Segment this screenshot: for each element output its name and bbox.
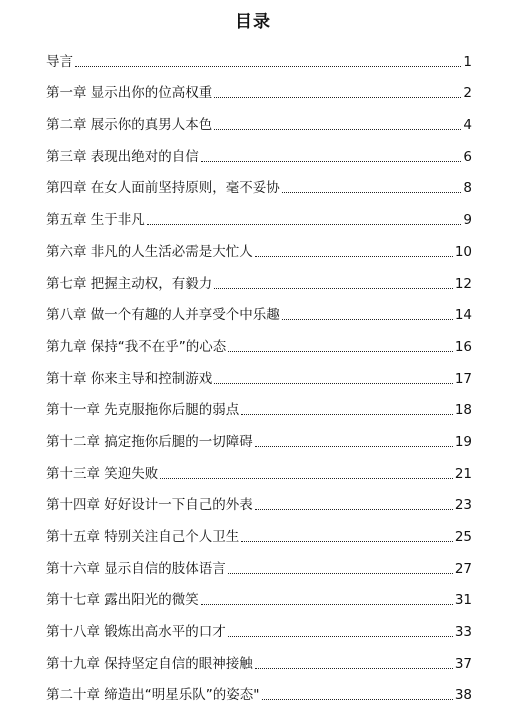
toc-leader <box>255 256 453 257</box>
toc-entry-page: 4 <box>463 117 472 134</box>
toc-entry-title: 第五章 生于非凡 <box>46 212 145 229</box>
toc-entry-page: 6 <box>463 148 472 165</box>
toc-entry-title: 第四章 在女人面前坚持原则，毫不妥协 <box>46 180 280 197</box>
toc-entry-title: 第十二章 搞定拖你后腿的一切障碍 <box>46 433 253 450</box>
toc-leader <box>228 573 453 574</box>
toc-leader <box>214 129 461 130</box>
toc-entry-title: 第八章 做一个有趣的人并享受个中乐趣 <box>46 307 280 324</box>
toc-entry-title: 第十七章 露出阳光的微笑 <box>46 592 199 609</box>
toc-entry-title: 第十四章 好好设计一下自己的外表 <box>46 497 253 514</box>
toc-leader <box>160 478 453 479</box>
toc-entry-title: 第十六章 显示自信的肢体语言 <box>46 560 226 577</box>
toc-entry-page: 16 <box>454 338 472 355</box>
toc-leader <box>228 636 453 637</box>
toc-entry[interactable] <box>46 389 472 421</box>
toc-entry[interactable] <box>46 40 472 72</box>
toc-entry-title: 第十章 你来主导和控制游戏 <box>46 370 213 387</box>
toc-entry-title: 第十五章 特别关注自己个人卫生 <box>46 529 240 545</box>
toc-entry-page: 21 <box>454 465 472 482</box>
toc-entry-page: 18 <box>454 402 472 419</box>
toc-entry-page: 9 <box>463 212 472 229</box>
toc-entry[interactable] <box>46 167 472 199</box>
toc-leader <box>282 319 453 320</box>
toc-entry[interactable] <box>46 262 472 294</box>
toc-entry-page: 33 <box>454 624 472 641</box>
toc-leader <box>255 446 453 447</box>
toc-leader <box>241 414 453 415</box>
toc-entry[interactable] <box>46 610 472 642</box>
toc-entry-page: 12 <box>454 275 472 292</box>
toc-entry-title: 第二章 展示你的真男人本色 <box>46 117 213 134</box>
toc-entry[interactable] <box>46 642 472 674</box>
toc-entry[interactable] <box>46 72 472 104</box>
toc-entry-page: 23 <box>454 497 472 514</box>
toc-leader <box>147 224 462 225</box>
toc-entry-page: 8 <box>463 180 472 197</box>
toc-leader <box>75 66 461 67</box>
toc-entry-page: 19 <box>454 433 472 450</box>
toc-entry[interactable] <box>46 515 472 547</box>
toc-entry-page: 2 <box>463 85 472 102</box>
toc-entry-page: 10 <box>454 243 472 260</box>
toc-entry-title: 第九章 保持“我不在乎”的心态 <box>46 338 227 355</box>
toc-leader <box>214 383 453 384</box>
toc-entry[interactable] <box>46 135 472 167</box>
toc-leader <box>255 509 453 510</box>
toc-entry-page: 31 <box>454 592 472 609</box>
toc-list <box>46 40 472 705</box>
toc-entry-page: 25 <box>454 529 472 545</box>
toc-entry-page: 27 <box>454 560 472 577</box>
toc-entry[interactable] <box>46 674 472 706</box>
toc-entry-page: 37 <box>454 655 472 672</box>
toc-entry[interactable] <box>46 357 472 389</box>
toc-entry-title: 导言 <box>46 53 73 70</box>
toc-leader <box>241 541 453 542</box>
toc-entry-title: 第十九章 保持坚定自信的眼神接触 <box>46 655 253 672</box>
toc-leader <box>201 161 462 162</box>
toc-entry-page: 1 <box>463 53 472 70</box>
toc-entry[interactable] <box>46 325 472 357</box>
toc-entry[interactable] <box>46 103 472 135</box>
toc-entry-page: 14 <box>454 307 472 324</box>
toc-leader <box>282 192 462 193</box>
toc-entry-title: 第三章 表现出绝对的自信 <box>46 148 199 165</box>
toc-entry-title: 第七章 把握主动权，有毅力 <box>46 275 213 292</box>
toc-leader <box>262 699 453 700</box>
toc-entry[interactable] <box>46 198 472 230</box>
toc-entry-title: 第十一章 先克服拖你后腿的弱点 <box>46 402 240 419</box>
toc-entry[interactable] <box>46 579 472 611</box>
toc-entry-page: 17 <box>454 370 472 387</box>
toc-leader <box>255 668 453 669</box>
toc-entry-title: 第一章 显示出你的位高权重 <box>46 85 213 102</box>
toc-entry[interactable] <box>46 452 472 484</box>
toc-entry-title: 第十三章 笑迎失败 <box>46 465 159 482</box>
toc-leader <box>214 288 453 289</box>
toc-entry[interactable] <box>46 230 472 262</box>
toc-entry[interactable] <box>46 547 472 579</box>
toc-entry[interactable] <box>46 484 472 516</box>
toc-leader <box>228 351 453 352</box>
toc-entry[interactable] <box>46 420 472 452</box>
toc-leader <box>214 97 461 98</box>
toc-entry-title: 第十八章 锻炼出高水平的口才 <box>46 624 226 641</box>
toc-entry[interactable] <box>46 294 472 326</box>
toc-entry-title: 第二十章 缔造出“明星乐队”的姿态" <box>46 687 260 704</box>
toc-title: 目录 <box>235 12 271 32</box>
toc-leader <box>201 604 453 605</box>
toc-entry-page: 38 <box>454 687 472 704</box>
toc-entry-title: 第六章 非凡的人生活必需是大忙人 <box>46 243 253 260</box>
